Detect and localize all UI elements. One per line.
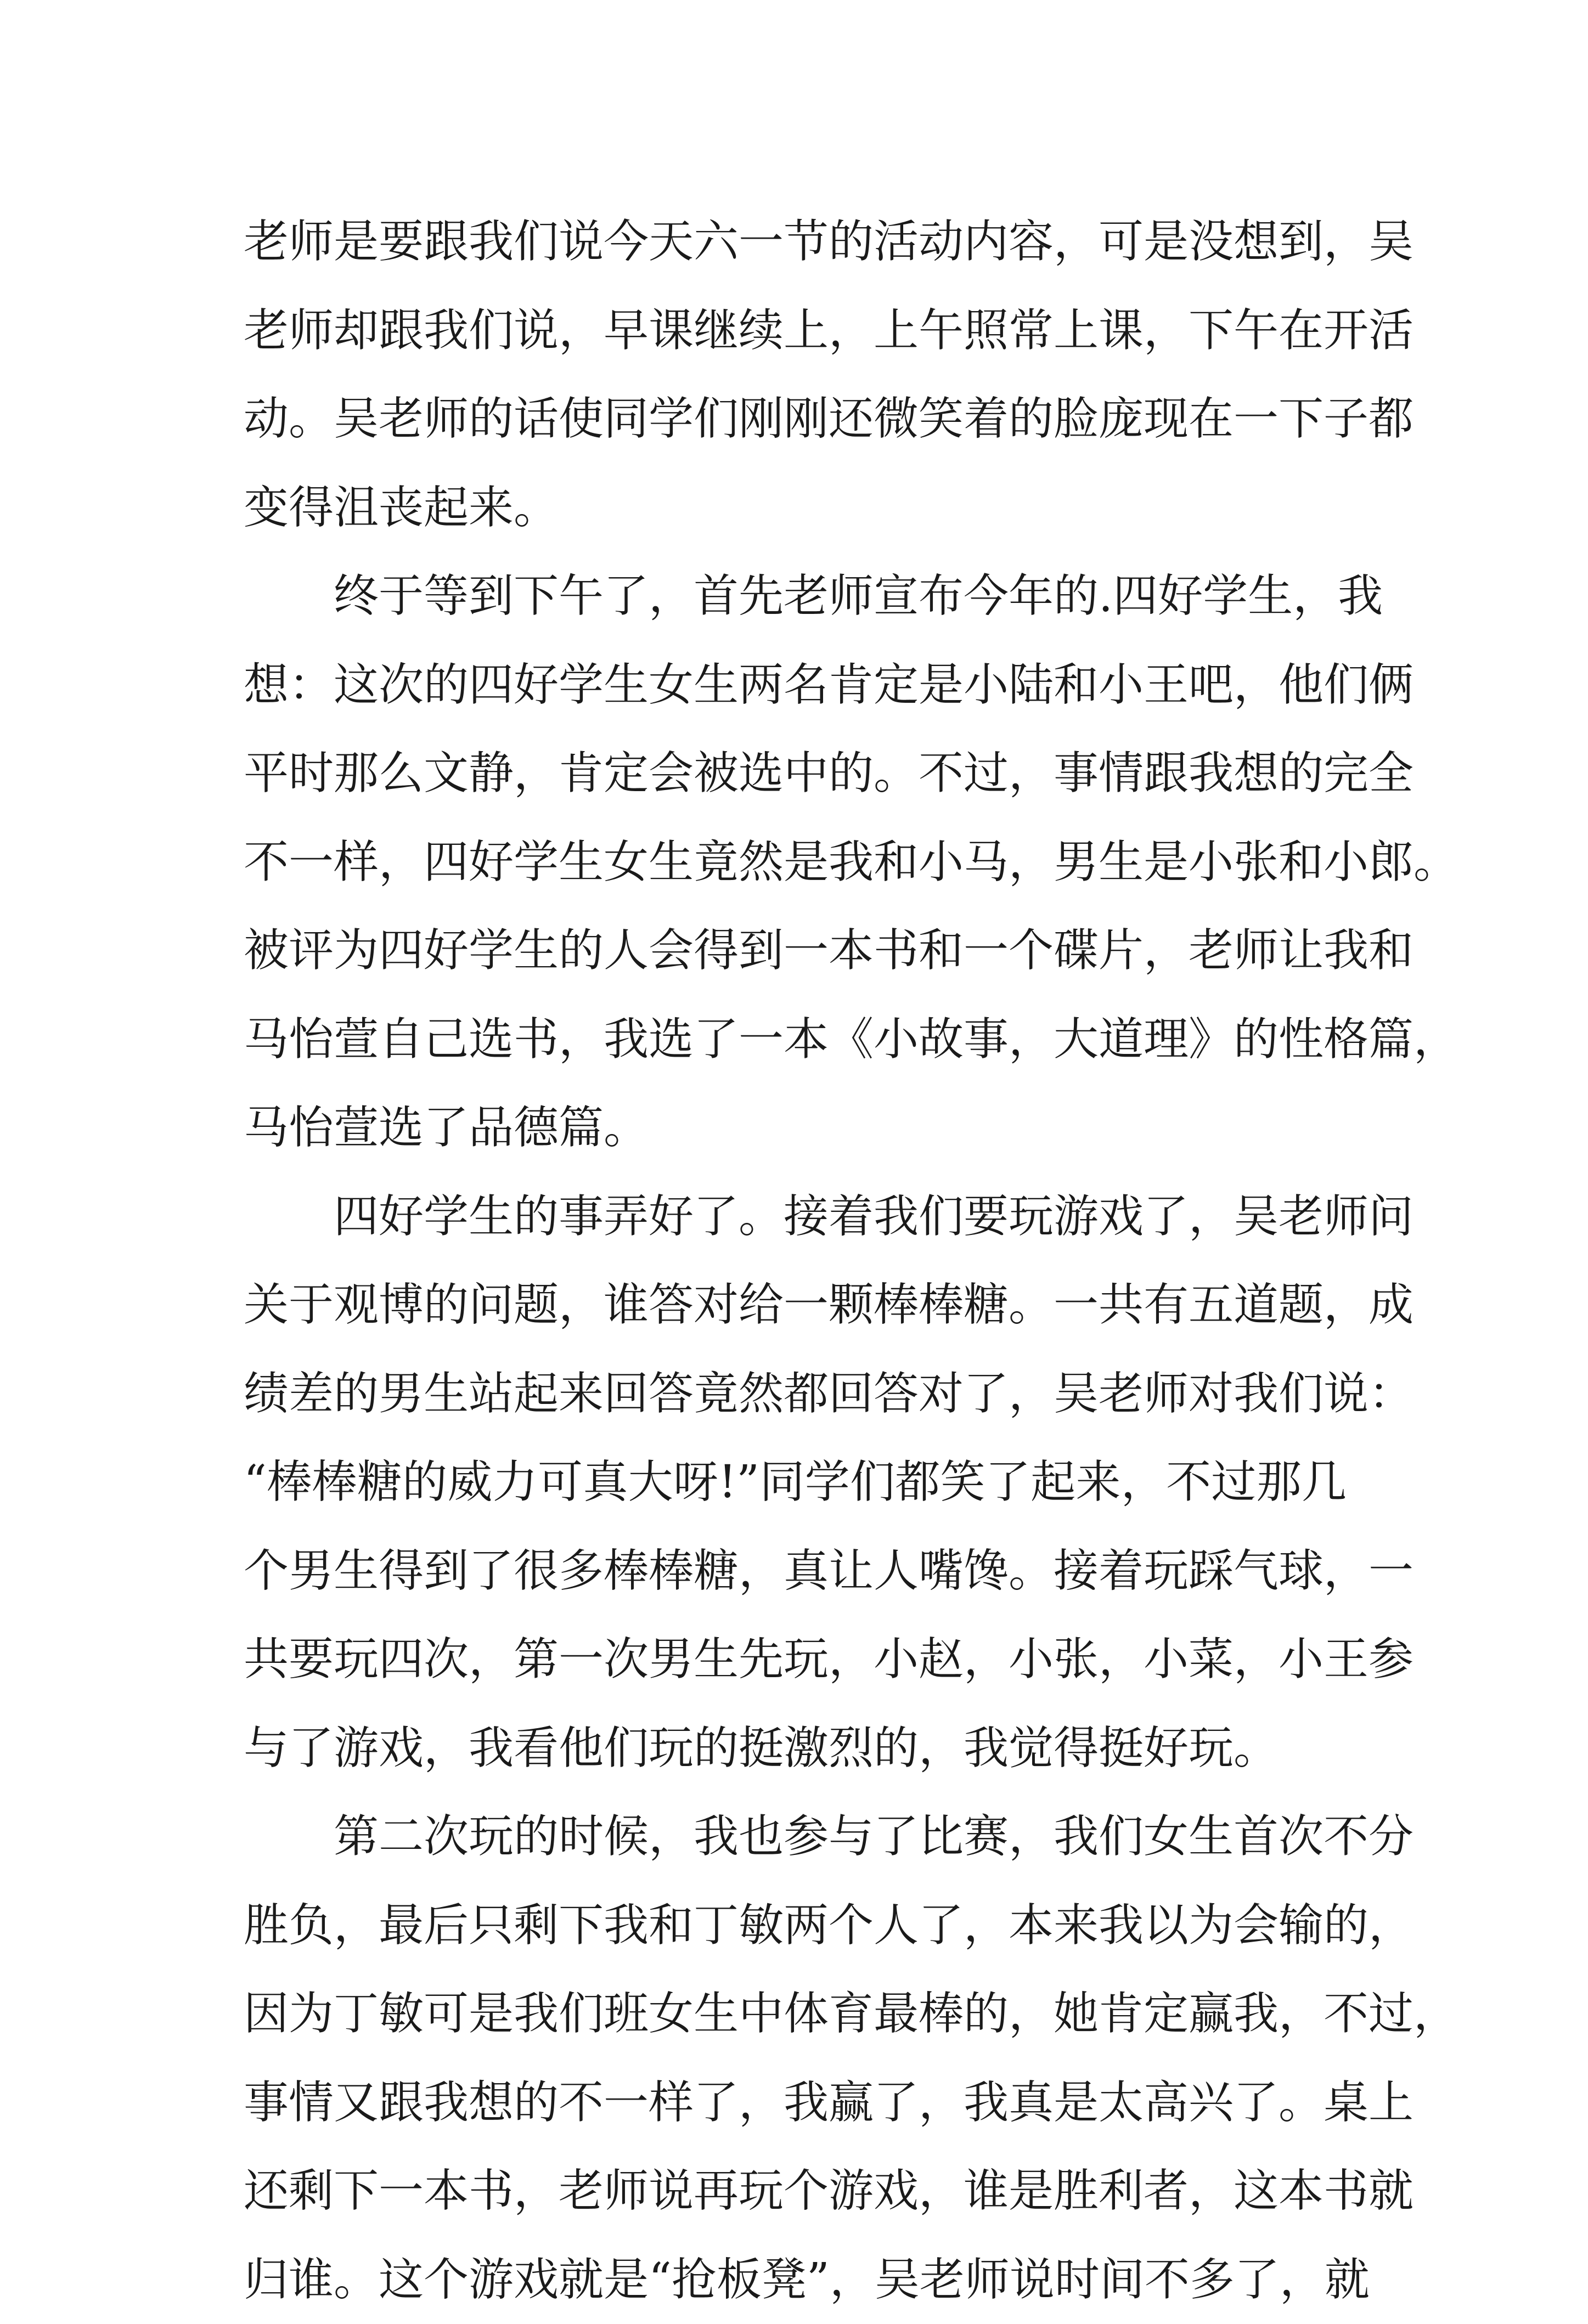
text-line: 事情又跟我想的不一样了，我赢了，我真是太高兴了。桌上 <box>244 2058 1347 2147</box>
text-line: 想：这次的四好学生女生两名肯定是小陆和小王吧，他们俩 <box>244 641 1347 730</box>
text-line: 第二次玩的时候，我也参与了比赛，我们女生首次不分 <box>244 1792 1347 1881</box>
text-line: 老师却跟我们说，早课继续上，上午照常上课，下午在开活 <box>244 286 1347 375</box>
text-line: 被评为四好学生的人会得到一本书和一个碟片，老师让我和 <box>244 906 1347 995</box>
paragraph-3 <box>244 1172 1347 1793</box>
document-body <box>244 198 1347 2324</box>
text-line: 还剩下一本书，老师说再玩个游戏，谁是胜利者，这本书就 <box>244 2147 1347 2236</box>
text-line: 与了游戏，我看他们玩的挺激烈的，我觉得挺好玩。 <box>244 1704 1347 1793</box>
paragraph-2 <box>244 552 1347 1172</box>
text-line: “棒棒糖的威力可真大呀!”同学们都笑了起来，不过那几 <box>244 1438 1347 1527</box>
text-line: 因为丁敏可是我们班女生中体育最棒的，她肯定赢我，不过， <box>244 1970 1347 2058</box>
paragraph-1 <box>244 198 1347 552</box>
text-line: 老师是要跟我们说今天六一节的活动内容，可是没想到，吴 <box>244 198 1347 286</box>
text-line: 马怡萱自己选书，我选了一本《小故事，大道理》的性格篇， <box>244 995 1347 1084</box>
text-line: 共要玩四次，第一次男生先玩，小赵，小张，小菜，小王参 <box>244 1615 1347 1704</box>
text-line: 不一样，四好学生女生竟然是我和小马，男生是小张和小郎。 <box>244 818 1347 907</box>
text-line: 胜负，最后只剩下我和丁敏两个人了，本来我以为会输的， <box>244 1881 1347 1970</box>
text-line: 个男生得到了很多棒棒糖，真让人嘴馋。接着玩踩气球，一 <box>244 1527 1347 1616</box>
text-line: 平时那么文静，肯定会被选中的。不过，事情跟我想的完全 <box>244 729 1347 818</box>
paragraph-4 <box>244 1792 1347 2324</box>
text-line: 四好学生的事弄好了。接着我们要玩游戏了，吴老师问 <box>244 1172 1347 1261</box>
text-line: 终于等到下午了，首先老师宣布今年的.四好学生，我 <box>244 552 1347 641</box>
text-line: 变得沮丧起来。 <box>244 464 1347 552</box>
text-line: 绩差的男生站起来回答竟然都回答对了，吴老师对我们说： <box>244 1350 1347 1439</box>
text-line: 关于观博的问题，谁答对给一颗棒棒糖。一共有五道题，成 <box>244 1261 1347 1350</box>
text-line: 动。吴老师的话使同学们刚刚还微笑着的脸庞现在一下子都 <box>244 375 1347 464</box>
text-line: 归谁。这个游戏就是“抢板凳”，吴老师说时间不多了，就 <box>244 2236 1347 2324</box>
text-line: 马怡萱选了品德篇。 <box>244 1084 1347 1172</box>
